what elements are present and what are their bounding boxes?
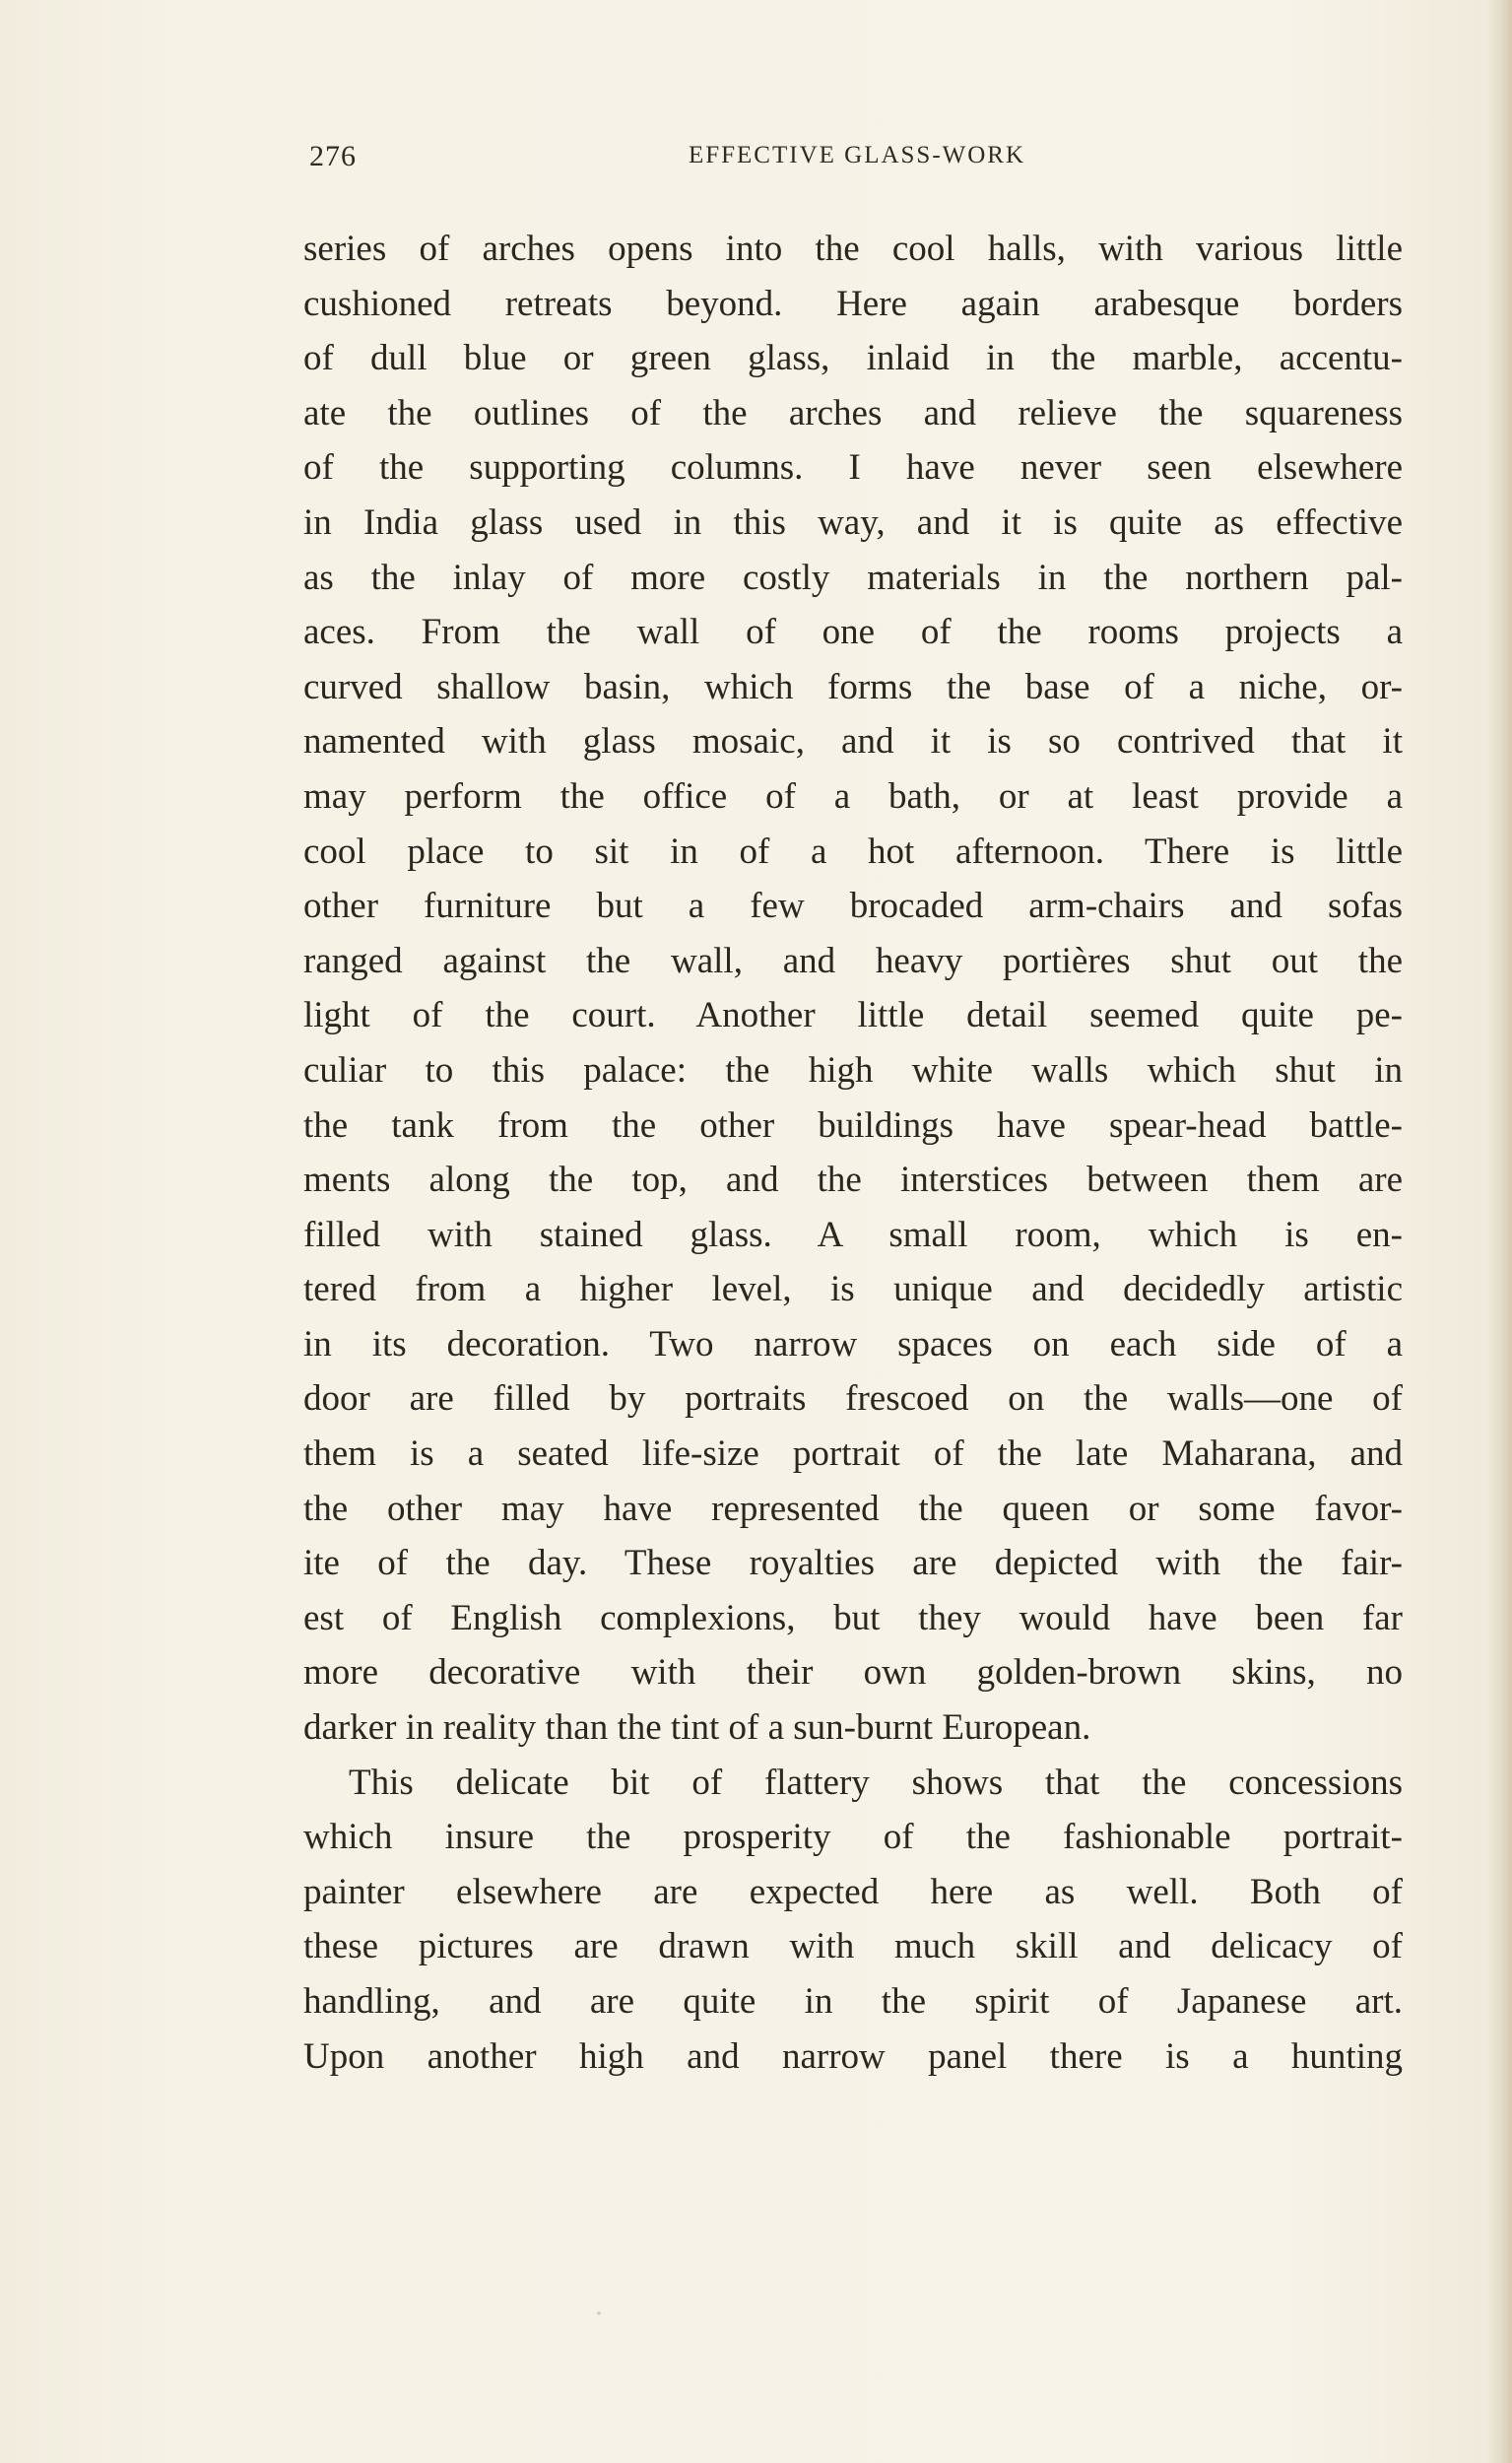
- text-line: light of the court. Another little detail seemed quite pe-: [303, 995, 1403, 1036]
- text-line: in India glass used in this way, and it is quite as effective: [303, 501, 1403, 543]
- text-line: these pictures are drawn with much skill and delicacy of: [303, 1926, 1403, 1967]
- text-line: filled with stained glass. A small room, which is en-: [303, 1214, 1403, 1255]
- text-line: painter elsewhere are expected here as well. Both of: [303, 1871, 1403, 1912]
- text-line: tered from a higher level, is unique and decidedly artistic: [303, 1269, 1403, 1310]
- text-line: cushioned retreats beyond. Here again arabesque borders: [303, 283, 1403, 324]
- text-line: est of English complexions, but they would have been far: [303, 1597, 1403, 1638]
- page-header: [309, 140, 1405, 179]
- text-line: the other may have represented the queen or some favor-: [303, 1488, 1403, 1529]
- text-line: which insure the prosperity of the fashionable portrait-: [303, 1817, 1403, 1858]
- text-line: of dull blue or green glass, inlaid in the marble, accentu-: [303, 338, 1403, 379]
- text-line: may perform the office of a bath, or at least provide a: [303, 775, 1403, 817]
- paper-speck: [597, 2311, 601, 2315]
- text-line: culiar to this palace: the high white walls which shut in: [303, 1049, 1403, 1091]
- body-text: [303, 222, 1403, 2084]
- text-line: Upon another high and narrow panel there is a hunting: [303, 2035, 1403, 2077]
- page-number: 276: [309, 140, 357, 172]
- text-line: as the inlay of more costly materials in the northern pal-: [303, 557, 1403, 598]
- text-line: the tank from the other buildings have spear-head battle-: [303, 1104, 1403, 1146]
- text-line: ranged against the wall, and heavy portières shut out the: [303, 940, 1403, 981]
- text-line: ite of the day. These royalties are depicted with the fair-: [303, 1543, 1403, 1584]
- text-line: them is a seated life-size portrait of the late Maharana, and: [303, 1433, 1403, 1475]
- text-line: curved shallow basin, which forms the base of a niche, or-: [303, 666, 1403, 707]
- text-line: in its decoration. Two narrow spaces on each side of a: [303, 1323, 1403, 1365]
- text-line: door are filled by portraits frescoed on the walls—one of: [303, 1378, 1403, 1420]
- text-line: series of arches opens into the cool halls, with various little: [303, 229, 1403, 269]
- text-line: cool place to sit in of a hot afternoon. There is little: [303, 831, 1403, 872]
- text-line: ments along the top, and the interstices between them are: [303, 1160, 1403, 1201]
- paragraph-2: [303, 1756, 1403, 2085]
- text-line: other furniture but a few brocaded arm-chairs and sofas: [303, 886, 1403, 927]
- text-line: namented with glass mosaic, and it is so contrived that it: [303, 721, 1403, 763]
- running-head: EFFECTIVE GLASS-WORK: [688, 142, 1026, 168]
- text-line: This delicate bit of flattery shows that the concessions: [349, 1762, 1403, 1803]
- text-line: of the supporting columns. I have never seen elsewhere: [303, 447, 1403, 489]
- paragraph-1: [303, 222, 1403, 1756]
- text-line: ate the outlines of the arches and relieve the squareness: [303, 392, 1403, 433]
- page-edge-shadow: [1486, 0, 1512, 2463]
- text-line: darker in reality than the tint of a sun-burnt European.: [303, 1707, 1091, 1749]
- text-line: aces. From the wall of one of the rooms projects a: [303, 612, 1403, 653]
- text-line: more decorative with their own golden-brown skins, no: [303, 1652, 1403, 1694]
- text-line: handling, and are quite in the spirit of Japanese art.: [303, 1981, 1403, 2022]
